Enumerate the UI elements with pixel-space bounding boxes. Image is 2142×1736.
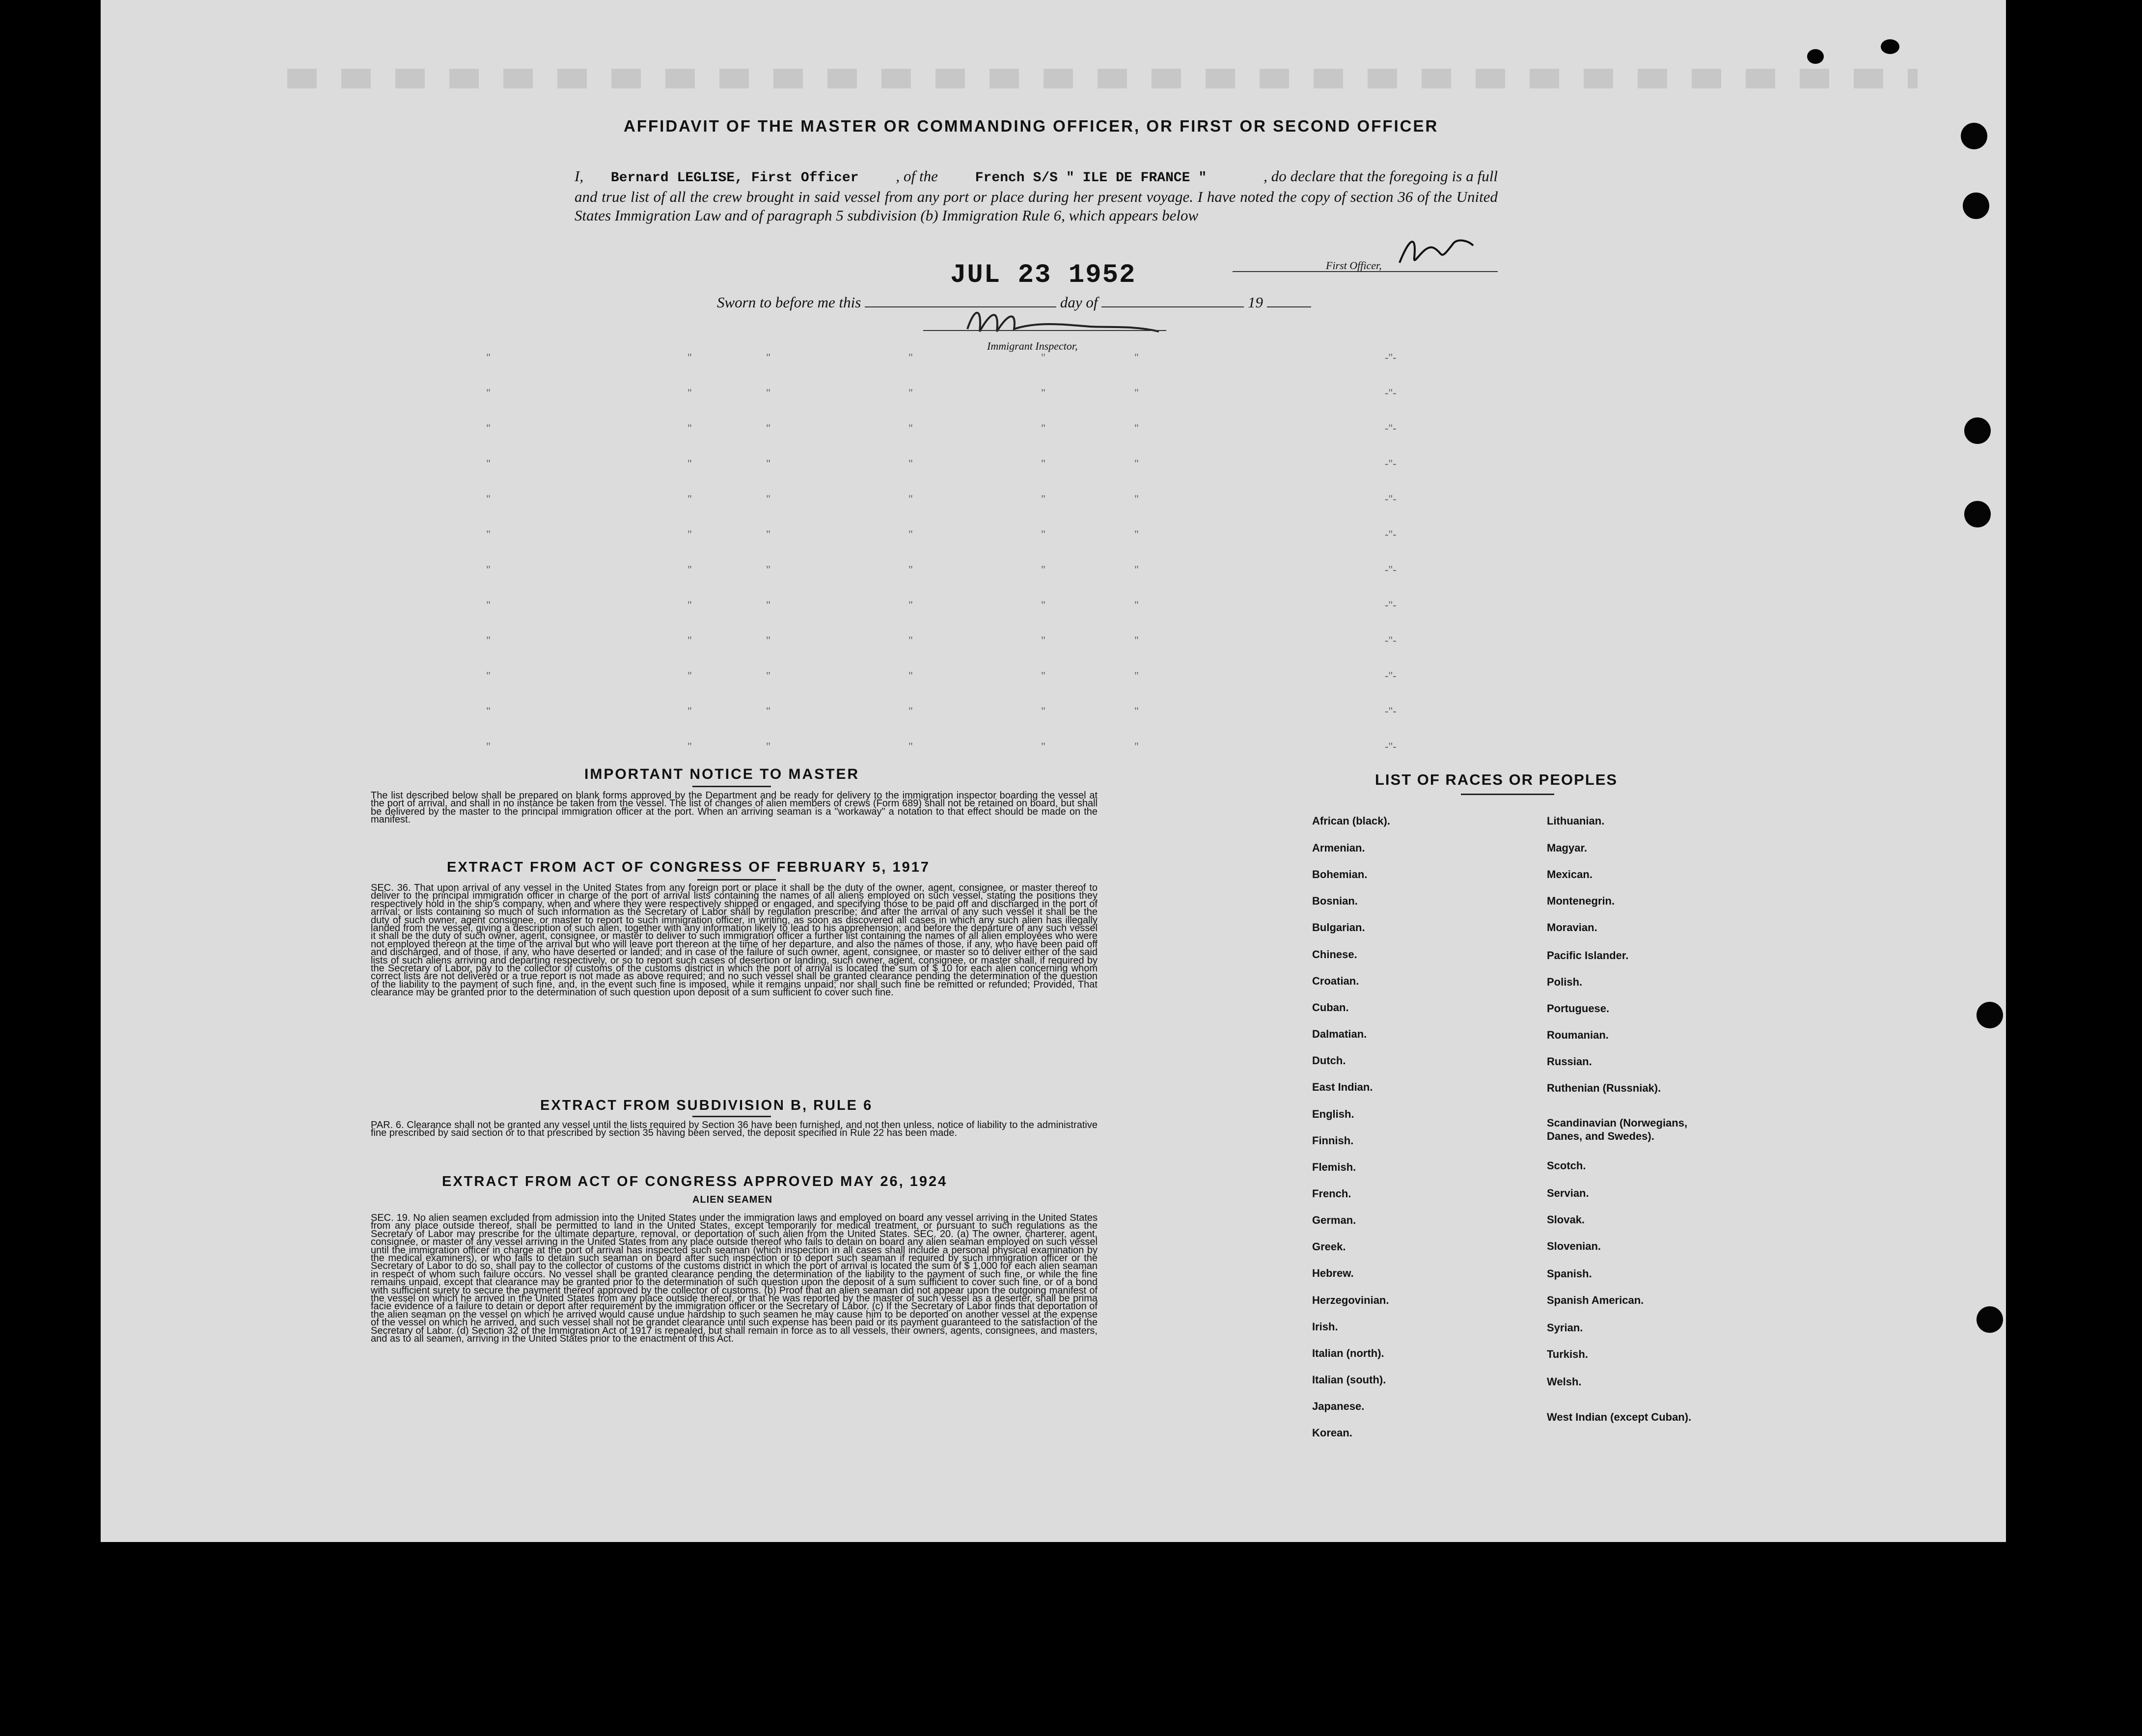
ditto-mark: " — [908, 740, 913, 752]
ditto-mark: " — [486, 634, 491, 646]
declaration-i: I, — [575, 167, 584, 185]
ditto-mark: " — [766, 634, 770, 646]
ditto-mark: " — [908, 457, 913, 469]
ditto-mark: -"- — [1385, 457, 1397, 469]
ditto-mark: " — [687, 457, 692, 469]
ditto-row — [486, 457, 1468, 472]
ditto-mark: " — [687, 528, 692, 540]
sworn-text: Sworn to before me this — [717, 294, 861, 311]
punch-hole — [1881, 39, 1899, 54]
ditto-row — [486, 669, 1468, 684]
ditto-mark: " — [486, 740, 491, 752]
ditto-mark: " — [486, 563, 491, 576]
ditto-row — [486, 634, 1468, 649]
ditto-mark: -"- — [1385, 493, 1397, 505]
extract-1924-text: SEC. 19. No alien seamen excluded from admission into the United States under the immigration laws and employed on board any vessel arriving in the United States from any place outside thereof, shall be permitted to land in the United States, except temporarily for medical treatment, or pursuant to such regulations as the Secretary of Labor may prescribe for the ultimate departure, removal, or deportation of such alien from the United States. SEC. 20. (a) The owner, charterer, agent, consignee, or master of any vessel arriving in the United States from any place outside thereof who fails to detain on board any alien seaman employed on such vessel until the immigration officer in charge at the port of arrival has inspected such seaman (which inspection in all cases shall include a personal physical examination by the medical examiners), or who fails to detain such seaman on board after such inspection or to deport such seaman if required by such immigration officer or the Secretary of Labor to do so, shall pay to the collector of customs of the customs district in which the port of arrival is located the sum of $ 1,000 for each alien seaman in respect of whom such failure occurs. No vessel shall be granted clearance pending the determination of the liability to the payment of such fine, or while the fine remains unpaid, except that clearance may be granted prior to the determination of such question upon the deposit of a sum sufficient to cover such fine, or of a bond with sufficient surety to secure the payment thereof approved by the collector of customs. (b) Proof that an alien seaman did not appear upon the outgoing manifest of the vessel on which he arrived in the United States from any place outside thereof, or that he was reported by the master of such vessel as a deserter, shall be prima facie evidence of a failure to detain or deport after requirement by the immigration officer or the Secretary of Labor. (c) If the Secretary of Labor finds that deportation of the alien seaman on the vessel on which he arrived would cause undue hardship to such seamen he may cause him to be deported on another vessel at the expense of the vessel on which he arrived, and such vessel shall not be grandet clearance until such expense has been paid or its payment guaranteed to the satisfaction of the Secretary of Labor. (d) Section 32 of the Immigration Act of 1917 is repealed, but shall remain in force as to all vessels, their owners, agents, consignees, and masters, and as to all seamen, arriving in the United States prior to the enactment of this Act. — [371, 1212, 1098, 1345]
race-item: Finnish. — [1312, 1134, 1354, 1147]
race-item: Herzegovinian. — [1312, 1294, 1389, 1306]
ditto-mark: " — [1134, 599, 1139, 611]
race-item: German. — [1312, 1214, 1356, 1226]
race-item: Bulgarian. — [1312, 921, 1365, 934]
ditto-mark: " — [908, 705, 913, 717]
race-item: Servian. — [1547, 1187, 1589, 1199]
ditto-mark: " — [687, 705, 692, 717]
ditto-mark: " — [1041, 563, 1045, 576]
ditto-mark: " — [1041, 386, 1045, 399]
ditto-mark: " — [1134, 740, 1139, 752]
race-item: Syrian. — [1547, 1322, 1583, 1334]
race-item: Flemish. — [1312, 1161, 1356, 1173]
punch-hole — [1963, 193, 1989, 219]
ditto-mark: " — [1134, 528, 1139, 540]
race-item: Moravian. — [1547, 921, 1597, 934]
officer-signature — [1390, 228, 1478, 273]
race-item: Japanese. — [1312, 1400, 1365, 1412]
ditto-mark: " — [1134, 634, 1139, 646]
race-item: Portuguese. — [1547, 1002, 1610, 1015]
ditto-row — [486, 386, 1468, 401]
ditto-mark: " — [1134, 422, 1139, 434]
ditto-mark: " — [766, 740, 770, 752]
race-item: Croatian. — [1312, 975, 1359, 987]
affidavit-title: AFFIDAVIT OF THE MASTER OR COMMANDING OFFICER, OR FIRST OR SECOND OFFICER — [624, 117, 1439, 135]
punch-hole — [1961, 123, 1987, 149]
ditto-row — [486, 705, 1468, 719]
title-rule — [692, 786, 771, 787]
ditto-mark: " — [687, 422, 692, 434]
ditto-mark: -"- — [1385, 669, 1397, 682]
ditto-mark: " — [687, 634, 692, 646]
ditto-mark: " — [908, 386, 913, 399]
ditto-mark: " — [486, 599, 491, 611]
race-item: Montenegrin. — [1547, 895, 1615, 907]
ditto-mark: -"- — [1385, 386, 1397, 399]
ditto-row — [486, 563, 1468, 578]
race-item: Mexican. — [1547, 868, 1593, 881]
race-item: Scandinavian (Norwegians, Danes, and Swedes). — [1547, 1117, 1688, 1142]
ditto-mark: " — [908, 669, 913, 682]
race-item: Chinese. — [1312, 948, 1357, 961]
declaration-body: , do declare that the foregoing is a full and true list of all the crew brought in said vessel from any port or place during her present voyage. I have noted the copy of section 36 of the United States Immigration Law and of paragraph 5 subdivision (b) Immigration Rule 6, which appears below — [575, 167, 1498, 224]
ditto-row — [486, 422, 1468, 437]
ditto-mark: " — [1041, 493, 1045, 505]
ditto-mark: " — [687, 563, 692, 576]
ditto-row — [486, 528, 1468, 543]
ditto-mark: " — [486, 422, 491, 434]
race-item: Italian (south). — [1312, 1374, 1386, 1386]
ditto-mark: " — [1041, 528, 1045, 540]
race-item: Slovenian. — [1547, 1240, 1601, 1252]
ditto-mark: " — [1134, 563, 1139, 576]
notice-text: The list described below shall be prepared on blank forms approved by the Department and be ready for delivery to the immigration inspector boarding the vessel at the port of arrival, and shall in no instance be taken from the vessel. The list of changes of alien members of crews (Form 689) shall not be retained on board, but shall be delivered by the master to the principal immigration officer at the port. When an arriving seaman is a "workaway" a notation to that effect should be made on the manifest. — [371, 790, 1098, 826]
ditto-mark: " — [766, 351, 770, 363]
ditto-mark: " — [1041, 669, 1045, 682]
race-item: Bohemian. — [1312, 868, 1368, 881]
officer-label: First Officer, — [1326, 259, 1382, 272]
ditto-mark: " — [486, 493, 491, 505]
ditto-mark: " — [1041, 599, 1045, 611]
race-item: Hebrew. — [1312, 1267, 1354, 1279]
ditto-mark: " — [1041, 422, 1045, 434]
race-item: Dutch. — [1312, 1054, 1346, 1067]
race-item: Roumanian. — [1547, 1029, 1609, 1041]
day-of-label: day of — [1060, 294, 1098, 311]
race-item: Lithuanian. — [1547, 815, 1605, 827]
ditto-mark: " — [1041, 351, 1045, 363]
race-item: Ruthenian (Russniak). — [1547, 1082, 1661, 1094]
ditto-mark: " — [687, 740, 692, 752]
year-prefix: 19 — [1247, 294, 1263, 311]
officer-name: Bernard LEGLISE, First Officer — [610, 170, 859, 186]
race-item: Magyar. — [1547, 842, 1587, 854]
race-item: Pacific Islander. — [1547, 949, 1629, 962]
race-item: Spanish. — [1547, 1268, 1592, 1280]
ditto-mark: -"- — [1385, 599, 1397, 611]
race-item: Italian (north). — [1312, 1347, 1384, 1359]
races-title: LIST OF RACES OR PEOPLES — [1375, 771, 1618, 788]
ditto-mark: " — [908, 351, 913, 363]
race-item: Irish. — [1312, 1321, 1338, 1333]
ditto-mark: " — [766, 599, 770, 611]
ditto-mark: " — [1041, 740, 1045, 752]
ditto-mark: " — [1134, 669, 1139, 682]
ditto-mark: " — [908, 528, 913, 540]
extract-1924-subtitle: ALIEN SEAMEN — [692, 1194, 773, 1205]
race-item: West Indian (except Cuban). — [1547, 1411, 1692, 1423]
ditto-mark: " — [766, 669, 770, 682]
race-item: Scotch. — [1547, 1159, 1586, 1172]
ditto-mark: " — [486, 351, 491, 363]
bleed-through-text — [287, 69, 1918, 88]
ditto-mark: " — [908, 563, 913, 576]
inspector-signature — [962, 302, 1169, 341]
punch-hole — [1964, 417, 1991, 444]
declaration-text — [575, 167, 1498, 225]
ditto-mark: " — [908, 634, 913, 646]
ditto-row — [486, 599, 1468, 613]
ditto-mark: " — [486, 528, 491, 540]
race-item: Russian. — [1547, 1055, 1592, 1068]
ditto-mark: " — [687, 599, 692, 611]
punch-hole — [1807, 49, 1824, 64]
ditto-row — [486, 493, 1468, 507]
ditto-mark: " — [687, 493, 692, 505]
ditto-mark: " — [766, 493, 770, 505]
race-item: Greek. — [1312, 1240, 1346, 1253]
ditto-mark: " — [1134, 351, 1139, 363]
race-item: Spanish American. — [1547, 1294, 1644, 1306]
ditto-mark: " — [1134, 386, 1139, 399]
ditto-mark: -"- — [1385, 634, 1397, 646]
extract-rule6-text: PAR. 6. Clearance shall not be granted any vessel until the lists required by Section 36 have been furnished, and not then unless, notice of liability to the administrative fine prescribed by said section or to that prescribed by section 35 having been served, the deposit specified in Rule 22 has been made. — [371, 1120, 1098, 1139]
punch-hole — [1977, 1306, 2003, 1333]
inspector-label: Immigrant Inspector, — [987, 340, 1078, 352]
ditto-mark: " — [1041, 705, 1045, 717]
ditto-mark: -"- — [1385, 351, 1397, 363]
race-item: East Indian. — [1312, 1081, 1373, 1093]
ditto-mark: " — [486, 705, 491, 717]
date-stamp: JUL 23 1952 — [950, 260, 1136, 290]
ditto-mark: -"- — [1385, 705, 1397, 717]
title-rule — [697, 879, 776, 881]
race-item: Dalmatian. — [1312, 1028, 1367, 1040]
race-item: Korean. — [1312, 1427, 1352, 1439]
ditto-mark: " — [766, 422, 770, 434]
race-item: Cuban. — [1312, 1001, 1349, 1014]
ditto-mark: -"- — [1385, 563, 1397, 576]
extract-1917-text: SEC. 36. That upon arrival of any vessel in the United States from any foreign port or place it shall be the duty of the owner, agent, consignee, or master thereof to deliver to the principal immigration officer in charge of the port of arrival lists containing the names of all aliens employed on such vessel, stating the positions they respectively hold in the ship's company, when and where they were respectively shipped or engaged, and specifying those to be paid off and discharged in the port of arrival; or lists containing so much of such information as the Secretary of Labor shall by regulation prescribe; and after the arrival of any such vessel it shall be the duty of such owner, agent consignee, or master to report to such immigration officer, in writing, as soon as discovered all cases in which any such alien has illegally landed from the vessel, giving a description of such alien, together with any information likely to lead to his apprehension; and before the departure of any such vessel it shall be the duty of such owner, agent, consignee, or master to deliver to such immigration officer a further list containing the names of all alien employees who were not employed thereon at the time of the arrival but who will leave port thereon at the time of her departure, and also the names of those, if any, who have been paid off and discharged, and of those, if any, who have deserted or landed; and in case of the failure of such owner, agent, consignee, or master so to deliver either of the said lists of such aliens arriving and departing respectively, or so to report such cases of desertion or landing, such owner, agent, consignee, or master shall, if required by the Secretary of Labor, pay to the collector of customs of the customs district in which the port of arrival is located the sum of $ 10 for each alien concerning whom correct lists are not delivered or a true report is not made as above required; and no such vessel shall be granted clearance pending the determination of the question of the liability to the payment of such fine, and, in the event such fine is imposed, while it remains unpaid; nor shall such fine be remitted or refunded; Provided, That clearance may be granted prior to the determination of such question upon deposit of a sum sufficient to cover such fine. — [371, 882, 1098, 998]
declaration-of-the: , of the — [896, 167, 938, 185]
ditto-mark: " — [766, 705, 770, 717]
extract-1924-title: EXTRACT FROM ACT OF CONGRESS APPROVED MAY 26, 1924 — [442, 1174, 948, 1189]
punch-hole — [1964, 501, 1991, 527]
ditto-row — [486, 740, 1468, 755]
ditto-mark: " — [766, 457, 770, 469]
ditto-mark: " — [1041, 457, 1045, 469]
title-rule — [692, 1116, 771, 1117]
ditto-mark: " — [687, 386, 692, 399]
ditto-mark: " — [766, 528, 770, 540]
race-item: Turkish. — [1547, 1348, 1588, 1360]
ditto-mark: " — [486, 669, 491, 682]
race-item: Bosnian. — [1312, 895, 1358, 907]
ditto-mark: " — [908, 599, 913, 611]
vessel-name: French S/S " ILE DE FRANCE " — [975, 170, 1207, 186]
notice-title: IMPORTANT NOTICE TO MASTER — [584, 766, 860, 782]
race-item: African (black). — [1312, 815, 1390, 827]
ditto-mark: " — [908, 493, 913, 505]
extract-rule6-title: EXTRACT FROM SUBDIVISION B, RULE 6 — [540, 1098, 873, 1113]
title-rule — [1461, 794, 1554, 795]
race-item: Slovak. — [1547, 1213, 1585, 1226]
ditto-mark: -"- — [1385, 422, 1397, 434]
race-item: Welsh. — [1547, 1376, 1582, 1388]
race-item: Armenian. — [1312, 842, 1365, 854]
ditto-mark: " — [486, 457, 491, 469]
ditto-mark: " — [687, 669, 692, 682]
ditto-mark: " — [766, 386, 770, 399]
punch-hole — [1977, 1002, 2003, 1028]
ditto-mark: " — [908, 422, 913, 434]
ditto-mark: " — [486, 386, 491, 399]
ditto-mark: " — [687, 351, 692, 363]
ditto-mark: -"- — [1385, 740, 1397, 752]
extract-1917-title: EXTRACT FROM ACT OF CONGRESS OF FEBRUARY 5, 1917 — [447, 859, 931, 875]
ditto-mark: " — [1041, 634, 1045, 646]
race-item: French. — [1312, 1187, 1351, 1200]
inspector-signature-line — [923, 330, 1166, 331]
ditto-row — [486, 351, 1468, 366]
race-item: Polish. — [1547, 976, 1583, 988]
ditto-mark: " — [1134, 493, 1139, 505]
ditto-mark: " — [1134, 457, 1139, 469]
race-item: English. — [1312, 1108, 1354, 1120]
ditto-mark: " — [1134, 705, 1139, 717]
ditto-mark: " — [766, 563, 770, 576]
ditto-mark: -"- — [1385, 528, 1397, 540]
